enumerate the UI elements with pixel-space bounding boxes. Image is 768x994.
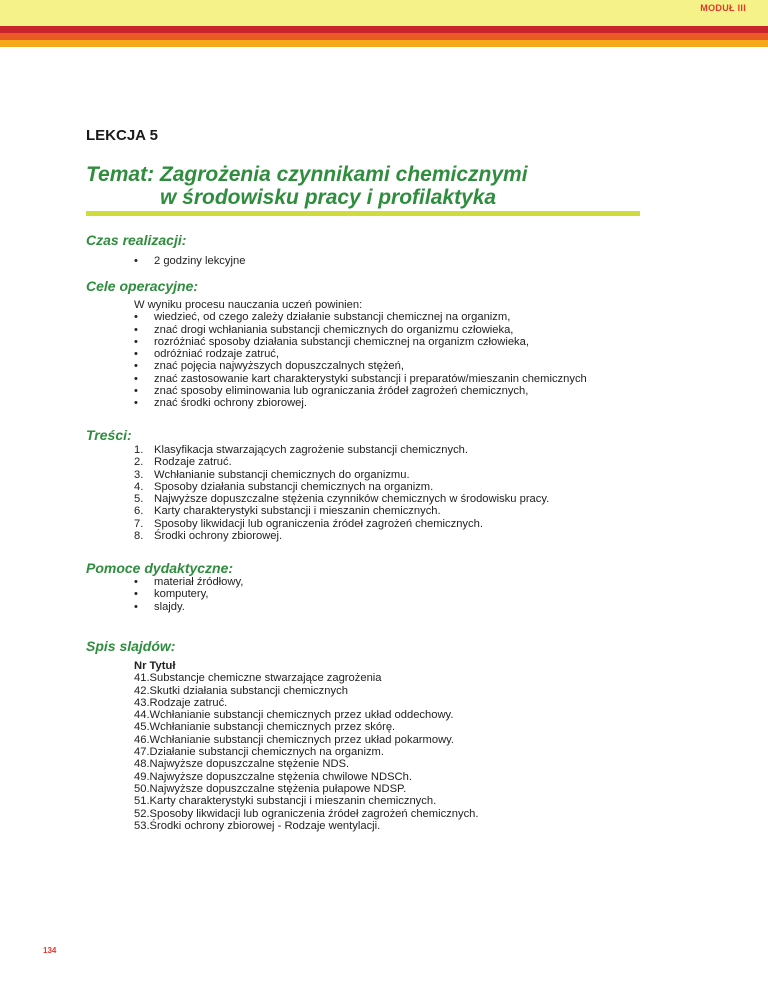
- list-item: 50.Najwyższe dopuszczalne stężenia pułapowe NDSP.: [134, 782, 407, 795]
- page-number: 134: [43, 946, 57, 955]
- list-item: 42.Skutki działania substancji chemicznych: [134, 684, 348, 697]
- list-item: 7. Sposoby likwidacji lub ograniczenia źródeł zagrożeń chemicznych.: [134, 517, 483, 530]
- list-item: 6. Karty charakterystyki substancji i mieszanin chemicznych.: [134, 505, 441, 518]
- module-label: MODUŁ III: [700, 3, 746, 13]
- slajdy-table-header: Nr Tytuł: [134, 660, 176, 672]
- list-item: • komputery,: [134, 588, 243, 600]
- section-cele-heading: Cele operacyjne:: [86, 278, 199, 294]
- header-band: [0, 0, 768, 26]
- cele-list: [134, 311, 587, 409]
- list-item: • odróżniać rodzaje zatruć,: [134, 348, 587, 360]
- list-item: 47.Działanie substancji chemicznych na organizm.: [134, 746, 384, 759]
- list-item: • znać pojęcia najwyższych dopuszczalnych stężeń,: [134, 360, 587, 372]
- list-item: 52.Sposoby likwidacji lub ograniczenia źródeł zagrożeń chemicznych.: [134, 807, 479, 820]
- list-item: • znać sposoby eliminowania lub ograniczania źródeł zagrożeń chemicznych,: [134, 385, 587, 397]
- list-item: • slajdy.: [134, 601, 243, 613]
- list-item: • znać zastosowanie kart charakterystyki substancji i preparatów/mieszanin chemicznych: [134, 373, 587, 385]
- header-stripe-orange: [0, 33, 768, 40]
- list-item: • 2 godziny lekcyjne: [134, 255, 245, 267]
- topic-title: [86, 163, 528, 209]
- list-item: 46.Wchłanianie substancji chemicznych przez układ pokarmowy.: [134, 733, 455, 746]
- pomoce-list: [134, 576, 243, 613]
- list-item: 51.Karty charakterystyki substancji i mieszanin chemicznych.: [134, 795, 437, 808]
- list-item: • materiał źródłowy,: [134, 576, 243, 588]
- list-item: 3. Wchłanianie substancji chemicznych do organizmu.: [134, 468, 410, 481]
- list-item: • wiedzieć, od czego zależy działanie substancji chemicznej na organizm,: [134, 311, 587, 323]
- list-item: 1. Klasyfikacja stwarzających zagrożenie substancji chemicznych.: [134, 444, 469, 456]
- list-item: 44.Wchłanianie substancji chemicznych przez układ oddechowy.: [134, 709, 454, 722]
- section-slajdy-heading: Spis slajdów:: [86, 638, 176, 654]
- list-item: • znać drogi wchłaniania substancji chemicznych do organizmu człowieka,: [134, 324, 587, 336]
- list-item: 49.Najwyższe dopuszczalne stężenia chwilowe NDSCh.: [134, 770, 412, 783]
- list-item: 41.Substancje chemiczne stwarzające zagrożenia: [134, 672, 382, 685]
- list-item: 8. Środki ochrony zbiorowej.: [134, 530, 283, 543]
- list-item: • znać środki ochrony zbiorowej.: [134, 397, 587, 409]
- list-item: 2. Rodzaje zatruć.: [134, 456, 232, 469]
- tresci-list: [134, 444, 549, 542]
- list-item: 43.Rodzaje zatruć.: [134, 696, 228, 709]
- cele-intro: W wyniku procesu nauczania uczeń powinien:: [134, 299, 363, 311]
- header-stripe-red: [0, 26, 768, 33]
- list-item: 53.Środki ochrony zbiorowej - Rodzaje wentylacji.: [134, 819, 381, 832]
- section-pomoce-heading: Pomoce dydaktyczne:: [86, 560, 234, 576]
- topic-title-line2: w środowisku pracy i profilaktyka: [160, 186, 497, 209]
- section-czas-heading: Czas realizacji:: [86, 232, 187, 248]
- list-item: 45.Wchłanianie substancji chemicznych przez skórę.: [134, 721, 396, 734]
- list-item: 5. Najwyższe dopuszczalne stężenia czynników chemicznych w środowisku pracy.: [134, 493, 550, 506]
- slajdy-list: [134, 660, 479, 832]
- cele-block: [134, 299, 587, 410]
- czas-list: [134, 255, 245, 267]
- section-tresci-heading: Treści:: [86, 427, 132, 443]
- lesson-label: LEKCJA 5: [86, 127, 158, 144]
- header-stripe-yellow: [0, 40, 768, 47]
- title-underline: [86, 211, 640, 216]
- list-item: 4. Sposoby działania substancji chemicznych na organizm.: [134, 480, 434, 493]
- list-item: • rozróżniać sposoby działania substancji chemicznej na organizm człowieka,: [134, 336, 587, 348]
- list-item: 48.Najwyższe dopuszczalne stężenie NDS.: [134, 758, 350, 771]
- topic-title-line1: Temat: Zagrożenia czynnikami chemicznymi: [86, 163, 528, 186]
